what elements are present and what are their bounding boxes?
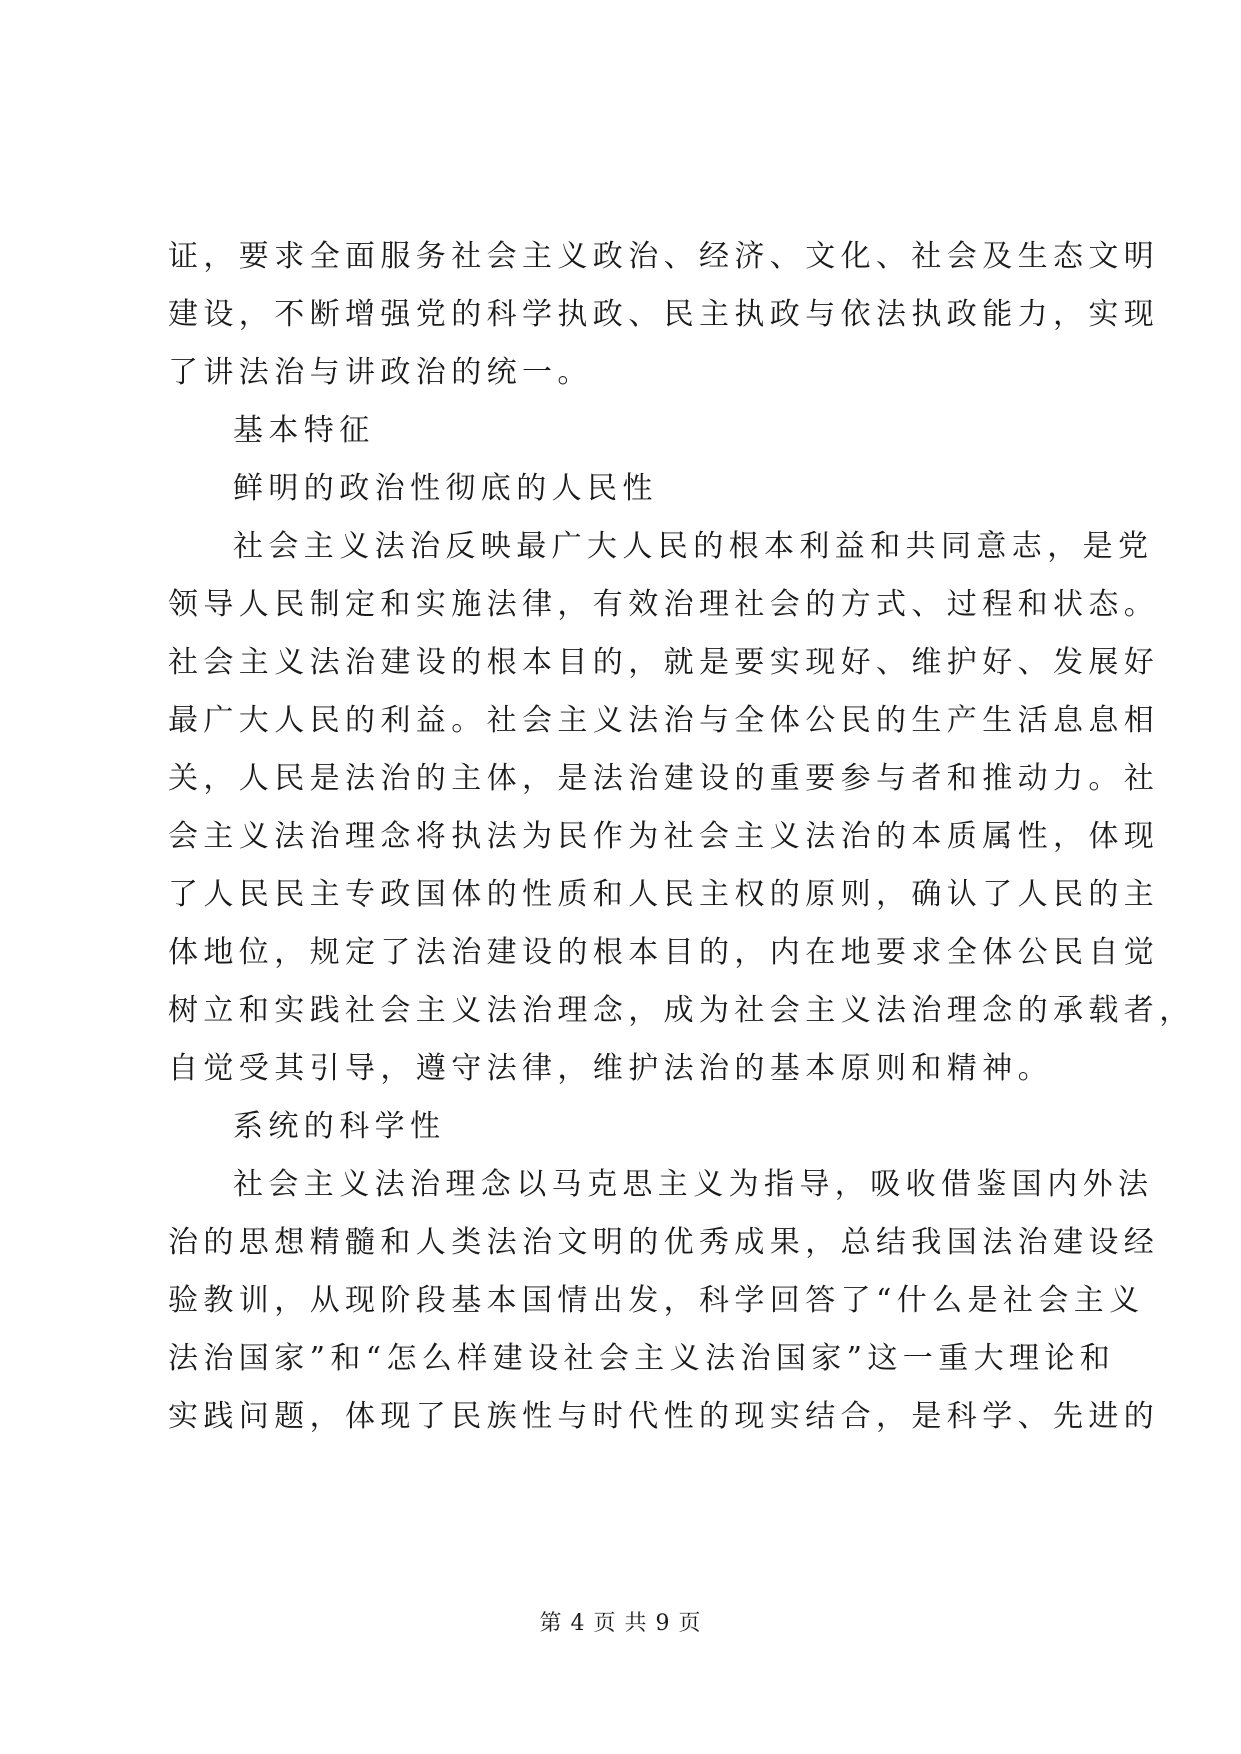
section-heading: 基本特征 xyxy=(233,413,375,448)
page-number-footer: 第 4 页 共 9 页 xyxy=(539,1611,702,1636)
text-line: 社会主义法治建设的根本目的，就是要实现好、维护好、发展好 xyxy=(168,645,1160,680)
text-line: 最广大人民的利益。社会主义法治与全体公民的生产生活息息相 xyxy=(168,703,1160,738)
text-line: 建设，不断增强党的科学执政、民主执政与依法执政能力，实现 xyxy=(168,297,1160,332)
subsection-heading: 鲜明的政治性彻底的人民性 xyxy=(233,471,658,506)
text-line: 法治国家”和“怎么样建设社会主义法治国家”这一重大理论和 xyxy=(168,1341,1116,1376)
text-line: 实践问题，体现了民族性与时代性的现实结合，是科学、先进的 xyxy=(168,1399,1160,1434)
text-line: 体地位，规定了法治建设的根本目的，内在地要求全体公民自觉 xyxy=(168,935,1160,970)
text-line: 了人民民主专政国体的性质和人民主权的原则，确认了人民的主 xyxy=(168,877,1160,912)
text-line: 会主义法治理念将执法为民作为社会主义法治的本质属性，体现 xyxy=(168,819,1160,854)
text-line: 证，要求全面服务社会主义政治、经济、文化、社会及生态文明 xyxy=(168,239,1160,274)
text-line: 社会主义法治理念以马克思主义为指导，吸收借鉴国内外法 xyxy=(233,1167,1154,1202)
subsection-heading: 系统的科学性 xyxy=(233,1109,446,1144)
text-line: 验教训，从现阶段基本国情出发，科学回答了“什么是社会主义 xyxy=(168,1283,1145,1318)
text-line: 了讲法治与讲政治的统一。 xyxy=(168,355,593,390)
text-line: 关，人民是法治的主体，是法治建设的重要参与者和推动力。社 xyxy=(168,761,1160,796)
text-line: 自觉受其引导，遵守法律，维护法治的基本原则和精神。 xyxy=(168,1051,1053,1086)
text-line: 社会主义法治反映最广大人民的根本利益和共同意志，是党 xyxy=(233,529,1154,564)
text-line: 领导人民制定和实施法律，有效治理社会的方式、过程和状态。 xyxy=(168,587,1160,622)
text-line: 治的思想精髓和人类法治文明的优秀成果，总结我国法治建设经 xyxy=(168,1225,1160,1260)
body-text xyxy=(168,228,1195,1446)
text-line: 树立和实践社会主义法治理念，成为社会主义法治理念的承载者， xyxy=(168,993,1195,1028)
